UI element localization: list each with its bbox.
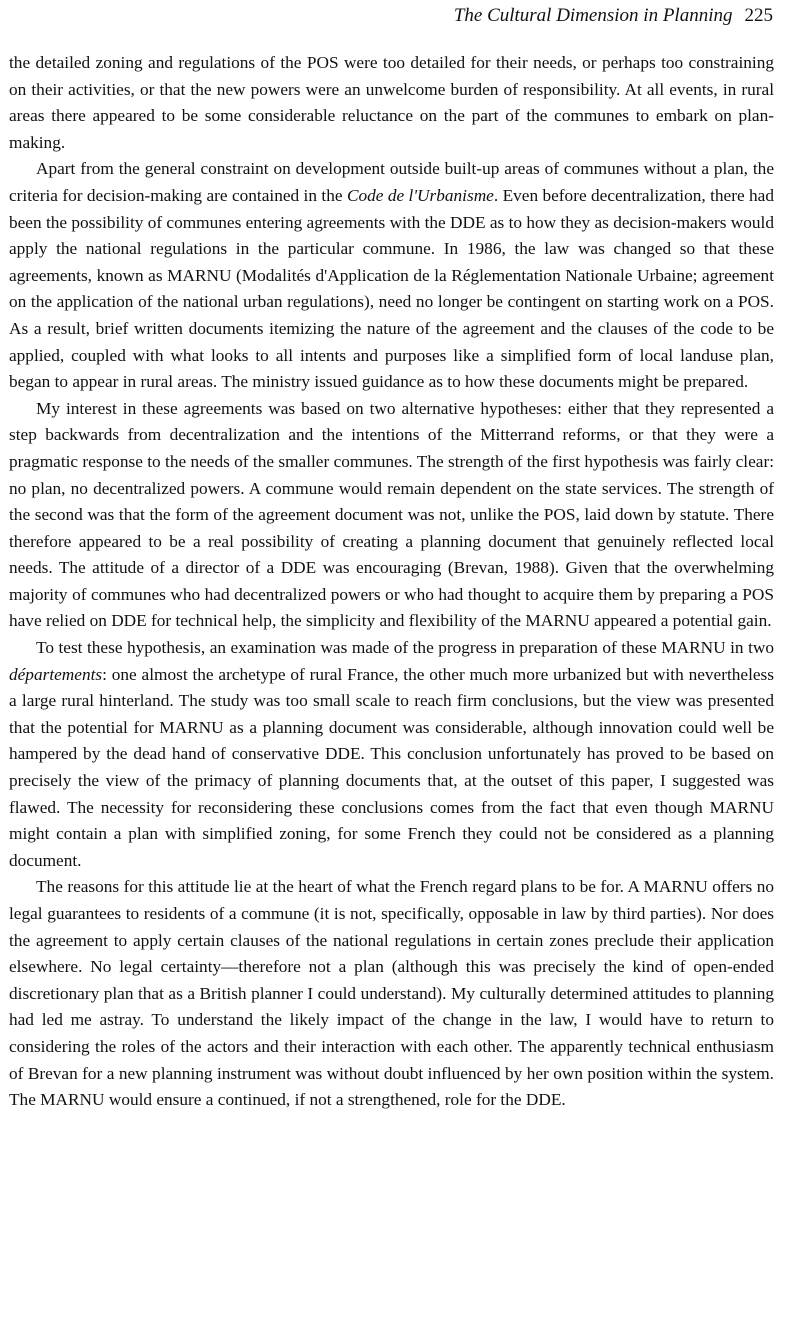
running-head-title: The Cultural Dimension in Planning [453,5,733,26]
paragraph [9,50,774,156]
paragraph [9,874,774,1113]
running-head [454,4,773,28]
text-run: . Even before decentralization, there had been the possibility of communes entering agreements with the DDE as to how they as decision-makers would apply the national regulations in the particular commune. In 1986, the law was changed so that these agreements, known as MARNU (Modalités d'Application de la Réglementation Nationale Urbaine; agreement on the application of the national urban regulations), need no longer be contingent on starting work on a POS. As a result, brief written documents itemizing the nature of the agreement and the clauses of the code to be applied, coupled with what looks to all intents and purposes like a simplified form of local landuse plan, began to appear in rural areas. The ministry issued guidance as to how these documents might be prepared. [9,185,774,392]
italic-text: départements [9,664,103,684]
paragraph [9,396,774,635]
paragraph [9,156,774,395]
text-run: The reasons for this attitude lie at the heart of what the French regard plans to be for. A MARNU offers no legal guarantees to residents of a commune (it is not, specifically, opposable in law by third parties). Nor does the agreement to apply certain clauses of the national regulations in certain zones preclude their application elsewhere. No legal certainty—therefore not a plan (although this was precisely the kind of open-ended discretionary plan that as a British planner I could understand). My culturally determined attitudes to planning had led me astray. To understand the likely impact of the change in the law, I would have to return to considering the roles of the actors and their interaction with each other. The apparently technical enthusiasm of Brevan for a new planning instrument was without doubt influenced by her own position within the system. The MARNU would ensure a continued, if not a strengthened, role for the DDE. [9,877,774,1110]
text-run: : one almost the archetype of rural France, the other much more urbanized but with nevertheless a large rural hinterland. The study was too small scale to reach firm conclusions, but the view was presented that the potential for MARNU as a planning document was considerable, although innovation could well be hampered by the dead hand of conservative DDE. This conclusion unfortunately has proved to be based on precisely the view of the primacy of planning documents that, at the outset of this paper, I suggested was flawed. The necessity for reconsidering these conclusions comes from the fact that even though MARNU might contain a plan with simplified zoning, for some French they could not be considered as a planning document. [9,664,774,870]
italic-text: Code de l'Urbanisme [346,185,494,205]
text-run: the detailed zoning and regulations of the POS were too detailed for their needs, or perhaps too constraining on their activities, or that the new powers were an unwelcome burden of responsibility. At all events, in rural areas there appeared to be some considerable reluctance on the part of the communes to embark on plan-making. [9,53,774,152]
body-text [9,50,774,1114]
text-run: My interest in these agreements was based on two alternative hypotheses: either that they represented a step backwards from decentralization and the intentions of the Mitterrand reforms, or that they were a pragmatic response to the needs of the smaller communes. The strength of the first hypothesis was fairly clear: no plan, no decentralized powers. A commune would remain dependent on the state services. The strength of the second was that the form of the agreement document was not, unlike the POS, laid down by statute. There therefore appeared to be a real possibility of creating a planning document that genuinely reflected local needs. The attitude of a director of a DDE was encouraging (Brevan, 1988). Given that the overwhelming majority of communes who had decentralized powers or who had thought to acquire them by preparing a POS have relied on DDE for technical help, the simplicity and flexibility of the MARNU appeared a potential gain. [9,398,774,631]
page-number: 225 [744,5,773,26]
paragraph [9,635,774,874]
text-run: To test these hypothesis, an examination was made of the progress in preparation of these MARNU in two [36,638,774,658]
text-run: Apart from the general constraint on development outside built-up areas of communes without a plan, the criteria for decision-making are contained in the [9,159,774,205]
